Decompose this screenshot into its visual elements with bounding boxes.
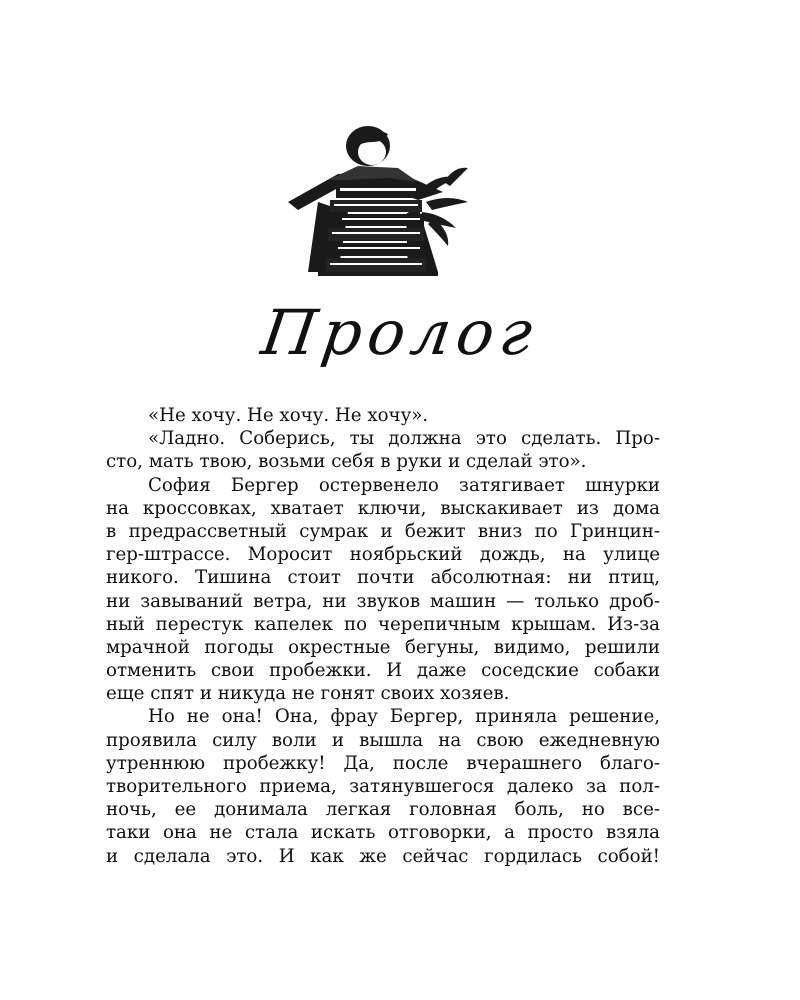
text-line: отменить свои пробежки. И даже соседские собаки [106, 660, 660, 682]
text-line: таки она не стала искать отговорки, а просто взяла [106, 822, 660, 844]
text-line: творительного приема, затянувшегося далеко за пол- [106, 776, 660, 797]
text-line: гер-штрассе. Моросит ноябрьский дождь, на улице [106, 544, 660, 566]
text-line: ни завываний ветра, ни звуков машин — только дроб- [106, 590, 660, 612]
text-line: утреннюю пробежку! Да, после вчерашнего благо- [106, 752, 660, 774]
body-text [106, 404, 660, 868]
text-line: и сделала это. И как же сейчас гордилась собой! [106, 845, 660, 867]
text-line: проявила силу воли и вышла на свою ежедневную [106, 729, 660, 751]
text-line: никого. Тишина стоит почти абсолютная: ни птиц, [106, 567, 660, 589]
text-line: «Ладно. Соберись, ты должна это сделать. Про- [148, 428, 660, 450]
text-line: мрачной погоды окрестные бегуны, видимо, решили [106, 636, 660, 658]
text-line: «Не хочу. Не хочу. Не хочу». [148, 405, 429, 426]
text-line: на кроссовках, хватает ключи, выскакивает из дома [106, 497, 660, 519]
text-line: Но не она! Она, фрау Бергер, приняла решение, [148, 706, 660, 728]
chapter-title: Пролог [257, 296, 543, 369]
child-with-books-icon [268, 122, 488, 288]
text-line: еще спят и никуда не гонят своих хозяев. [106, 683, 510, 705]
text-line: ночь, ее донимала легкая головная боль, но все- [106, 799, 660, 821]
text-line: сто, мать твою, возьми себя в руки и сделай это». [106, 451, 587, 473]
text-line: в предрассветный сумрак и бежит вниз по Гринцин- [106, 520, 660, 542]
text-line: София Бергер остервенело затягивает шнурки [148, 474, 660, 496]
text-line: ный перестук капелек по черепичным крышам. Из-за [106, 613, 660, 635]
